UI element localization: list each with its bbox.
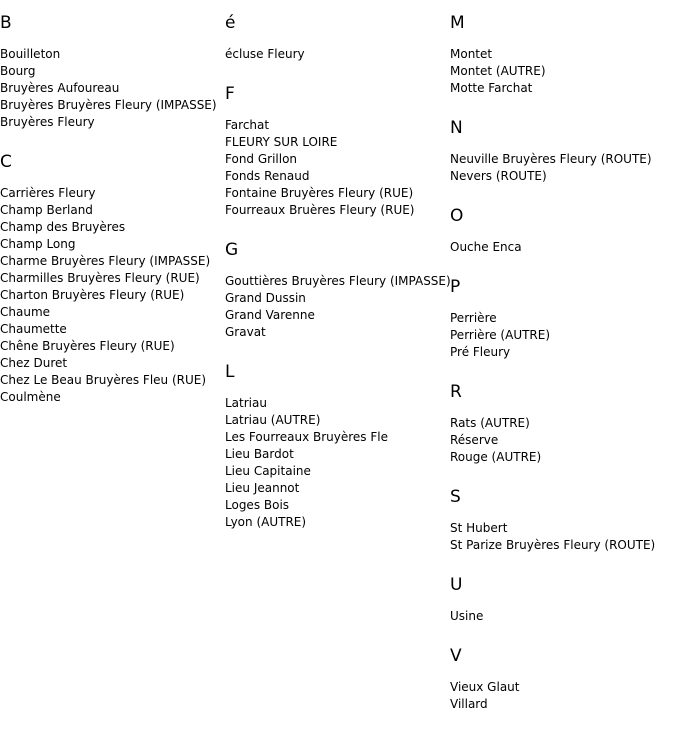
street-list-item: [450, 46, 675, 63]
street-link[interactable]: Lieu Bardot: [225, 447, 294, 461]
street-list-item: [225, 202, 450, 219]
street-list-item: [450, 520, 675, 537]
street-list-item: [225, 151, 450, 168]
street-list: [0, 185, 225, 406]
street-list-item: [450, 80, 675, 97]
street-link[interactable]: Rats (AUTRE): [450, 416, 530, 430]
street-link[interactable]: Chaumette: [0, 322, 67, 336]
street-list-item: [225, 290, 450, 307]
letter-heading: S: [450, 487, 461, 507]
street-link[interactable]: Latriau: [225, 396, 267, 410]
street-list-item: [0, 46, 225, 63]
street-list-item: [225, 168, 450, 185]
street-list: [225, 273, 450, 341]
street-list-item: [225, 514, 450, 531]
street-list-item: [450, 344, 675, 361]
street-list-item: [225, 117, 450, 134]
street-link[interactable]: écluse Fleury: [225, 47, 305, 61]
street-link[interactable]: Bruyères Aufoureau: [0, 81, 120, 95]
letter-heading: R: [450, 382, 462, 402]
street-list-item: [225, 429, 450, 446]
street-list-item: [450, 696, 675, 713]
street-list-item: [225, 134, 450, 151]
street-list-item: [225, 273, 450, 290]
letter-heading: B: [0, 13, 12, 33]
letter-heading: U: [450, 575, 463, 595]
letter-heading: V: [450, 646, 462, 666]
street-list: [450, 520, 675, 554]
street-list-item: [0, 63, 225, 80]
street-list: [450, 151, 675, 185]
street-link[interactable]: Coulmène: [0, 390, 61, 404]
street-link[interactable]: Chez Duret: [0, 356, 68, 370]
letter-group: [0, 13, 225, 131]
street-link[interactable]: Farchat: [225, 118, 270, 132]
street-list-item: [450, 449, 675, 466]
street-list: [0, 46, 225, 131]
street-link[interactable]: Vieux Glaut: [450, 680, 520, 694]
letter-group: [450, 382, 675, 466]
street-list-item: [450, 327, 675, 344]
street-link[interactable]: Gravat: [225, 325, 266, 339]
street-link[interactable]: Champ Berland: [0, 203, 93, 217]
letter-group: [450, 575, 675, 625]
street-list: [225, 395, 450, 531]
street-link[interactable]: Les Fourreaux Bruyères Fle: [225, 430, 388, 444]
street-list-item: [225, 46, 450, 63]
street-link[interactable]: Fourreaux Bruères Fleury (RUE): [225, 203, 415, 217]
letter-heading: M: [450, 13, 465, 33]
street-list-item: [450, 679, 675, 696]
street-list-item: [450, 432, 675, 449]
street-list-item: [450, 415, 675, 432]
street-list-item: [0, 355, 225, 372]
street-link[interactable]: Ouche Enca: [450, 240, 522, 254]
street-link[interactable]: St Parize Bruyères Fleury (ROUTE): [450, 538, 656, 552]
street-link[interactable]: Villard: [450, 697, 488, 711]
letter-group: [450, 118, 675, 185]
street-link[interactable]: Fonds Renaud: [225, 169, 310, 183]
letter-heading: G: [225, 240, 239, 260]
street-link[interactable]: Loges Bois: [225, 498, 290, 512]
letter-heading: é: [225, 13, 236, 33]
street-link[interactable]: Grand Dussin: [225, 291, 306, 305]
street-link[interactable]: Perrière (AUTRE): [450, 328, 551, 342]
street-link[interactable]: Pré Fleury: [450, 345, 511, 359]
street-link[interactable]: Lieu Jeannot: [225, 481, 300, 495]
street-list-item: [0, 389, 225, 406]
street-link[interactable]: Lieu Capitaine: [225, 464, 311, 478]
street-list-item: [450, 239, 675, 256]
street-list-item: [0, 80, 225, 97]
letter-group: [450, 487, 675, 554]
street-list-item: [450, 168, 675, 185]
street-link[interactable]: Motte Farchat: [450, 81, 533, 95]
letter-group: [0, 152, 225, 406]
street-list-item: [225, 497, 450, 514]
street-link[interactable]: Chaume: [0, 305, 51, 319]
street-list-item: [225, 480, 450, 497]
street-list-item: [0, 97, 225, 114]
letter-group: [450, 646, 675, 713]
street-list: [450, 239, 675, 256]
street-link[interactable]: Charton Bruyères Fleury (RUE): [0, 288, 185, 302]
street-list-item: [0, 321, 225, 338]
street-list-item: [225, 395, 450, 412]
street-link[interactable]: Nevers (ROUTE): [450, 169, 547, 183]
street-list: [450, 310, 675, 361]
street-link[interactable]: FLEURY SUR LOIRE: [225, 135, 338, 149]
street-list-item: [450, 63, 675, 80]
street-link[interactable]: Rouge (AUTRE): [450, 450, 542, 464]
street-list: [225, 117, 450, 219]
street-list-item: [0, 338, 225, 355]
street-list-item: [225, 185, 450, 202]
letter-group: [225, 13, 450, 63]
street-link[interactable]: Carrières Fleury: [0, 186, 96, 200]
street-link[interactable]: Champ des Bruyères: [0, 220, 126, 234]
street-list-item: [0, 287, 225, 304]
street-list-item: [0, 114, 225, 131]
letter-group: [225, 240, 450, 341]
letter-group: [450, 277, 675, 361]
street-list-item: [0, 372, 225, 389]
street-list: [450, 608, 675, 625]
letter-heading: F: [225, 84, 235, 104]
street-list-item: [225, 446, 450, 463]
letter-heading: P: [450, 277, 461, 297]
street-list-item: [0, 202, 225, 219]
street-link[interactable]: St Hubert: [450, 521, 508, 535]
street-list: [450, 679, 675, 713]
street-link[interactable]: Bouilleton: [0, 47, 61, 61]
street-link[interactable]: Chez Le Beau Bruyères Fleu (RUE): [0, 373, 207, 387]
street-link[interactable]: Charmilles Bruyères Fleury (RUE): [0, 271, 200, 285]
street-link[interactable]: Grand Varenne: [225, 308, 315, 322]
street-list-item: [225, 324, 450, 341]
street-list-item: [0, 185, 225, 202]
street-link[interactable]: Gouttières Bruyères Fleury (IMPASSE): [225, 274, 451, 288]
letter-heading: C: [0, 152, 12, 172]
street-link[interactable]: Lyon (AUTRE): [225, 515, 307, 529]
index-column-2: [225, 0, 450, 531]
street-link[interactable]: Bourg: [0, 64, 36, 78]
letter-group: [225, 362, 450, 531]
street-link[interactable]: Perrière: [450, 311, 497, 325]
street-list-item: [225, 412, 450, 429]
street-list-item: [450, 537, 675, 554]
street-link[interactable]: Montet: [450, 47, 493, 61]
street-link[interactable]: Fond Grillon: [225, 152, 298, 166]
street-link[interactable]: Bruyères Fleury: [0, 115, 95, 129]
street-list-item: [225, 463, 450, 480]
letter-group: [450, 13, 675, 97]
street-list: [450, 415, 675, 466]
street-link[interactable]: Fontaine Bruyères Fleury (RUE): [225, 186, 414, 200]
street-list-item: [0, 270, 225, 287]
street-link[interactable]: Chêne Bruyères Fleury (RUE): [0, 339, 175, 353]
street-list: [450, 46, 675, 97]
street-list: [225, 46, 450, 63]
index-column-3: [450, 0, 675, 713]
street-list-item: [225, 307, 450, 324]
letter-group: [450, 206, 675, 256]
street-list-item: [0, 236, 225, 253]
street-link[interactable]: Bruyères Bruyères Fleury (IMPASSE): [0, 98, 217, 112]
street-list-item: [450, 310, 675, 327]
street-link[interactable]: Réserve: [450, 433, 499, 447]
street-list-item: [0, 304, 225, 321]
street-link[interactable]: Latriau (AUTRE): [225, 413, 321, 427]
street-link[interactable]: Champ Long: [0, 237, 76, 251]
street-link[interactable]: Neuville Bruyères Fleury (ROUTE): [450, 152, 652, 166]
letter-heading: O: [450, 206, 464, 226]
letter-group: [225, 84, 450, 219]
street-link[interactable]: Charme Bruyères Fleury (IMPASSE): [0, 254, 211, 268]
street-list-item: [450, 608, 675, 625]
letter-heading: N: [450, 118, 463, 138]
street-list-item: [0, 253, 225, 270]
street-list-item: [450, 151, 675, 168]
street-link[interactable]: Montet (AUTRE): [450, 64, 546, 78]
street-link[interactable]: Usine: [450, 609, 484, 623]
street-list-item: [0, 219, 225, 236]
index-column-1: [0, 0, 225, 406]
letter-heading: L: [225, 362, 235, 382]
